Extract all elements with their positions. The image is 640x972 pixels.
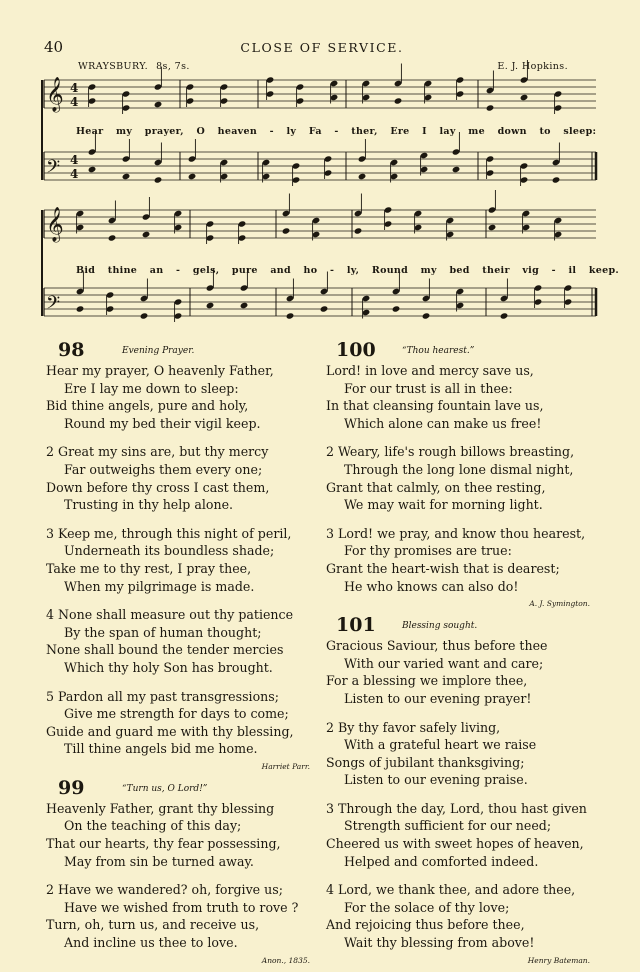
verse-line: Down before thy cross I cast them,: [46, 479, 270, 495]
verse-line: Grant that calmly, on thee resting,: [326, 479, 546, 495]
note-head: [422, 312, 431, 319]
hymn: [46, 340, 310, 772]
verse-line: Wait thy blessing from above!: [344, 935, 535, 951]
verse-line: By the span of human thought;: [64, 624, 262, 640]
verse-line: On the teaching of this day;: [64, 818, 242, 834]
verse-line: With our varied want and care;: [344, 655, 544, 671]
hymn-heading: [326, 340, 590, 362]
verse-line: With a grateful heart we raise: [344, 737, 537, 753]
note-head: [354, 227, 363, 234]
verse: [46, 443, 310, 513]
note-head: [140, 312, 149, 319]
hymn-author: Anon., 1835.: [261, 955, 310, 965]
verse-line: Underneath its boundless shade;: [64, 543, 275, 559]
composer: E. J. Hopkins.: [497, 61, 568, 72]
verse-line: Helped and comforted indeed.: [344, 853, 539, 869]
verse: [46, 362, 310, 432]
verse-line: None shall bound the tender mercies: [46, 642, 284, 658]
running-title: CLOSE OF SERVICE.: [240, 40, 404, 55]
clef: 𝄢: [46, 293, 61, 318]
verse-line: Turn, oh, turn us, and receive us,: [46, 917, 260, 933]
verse-line: Have we wished from truth to rove ?: [64, 899, 299, 915]
verse-line: That our hearts, thy fear possessing,: [46, 836, 281, 852]
hymn: [326, 340, 590, 609]
verse-line: 5 Pardon all my past transgressions;: [46, 688, 279, 704]
verse-line: 2 Have we wandered? oh, forgive us;: [46, 882, 283, 898]
verse-line: Till thine angels bid me home.: [64, 741, 258, 757]
verse-line: 3 Lord! we pray, and know thou hearest,: [326, 525, 586, 541]
music-lyrics-line: Bid thine an - gels, pure and ho - ly, Round my bed their vig - il keep.: [76, 265, 620, 276]
page-number: 40: [44, 38, 64, 56]
left-column: [46, 340, 310, 972]
verse-line: For a blessing we implore thee,: [326, 673, 528, 689]
hymn: [46, 778, 310, 966]
verse-line: Bid thine angels, pure and holy,: [46, 398, 249, 414]
hymn-number: 99: [58, 776, 85, 799]
time-signature: 4: [70, 95, 79, 109]
time-signature: 4: [70, 153, 79, 167]
hymn-author: Henry Bateman.: [527, 955, 590, 965]
music-lyrics-line: Hear my prayer, O heaven - ly Fa - ther, Ere I lay me down to sleep:: [76, 126, 597, 137]
verse-line: 2 Weary, life's rough billows breasting,: [326, 444, 575, 460]
hymn-heading: [326, 615, 590, 637]
time-signature: 4: [70, 81, 79, 95]
tune-meter: 8s, 7s.: [156, 61, 190, 72]
hymn-number: 101: [336, 614, 376, 637]
note-head: [486, 104, 495, 111]
verse-line: May from sin be turned away.: [64, 853, 254, 869]
verse-line: We may wait for morning light.: [344, 497, 543, 513]
note-head: [76, 305, 85, 312]
verse-line: 4 Lord, we thank thee, and adore thee,: [326, 882, 576, 898]
hymn-author: A. J. Symington.: [529, 599, 590, 609]
note-head: [394, 97, 403, 104]
staff-notation: [40, 58, 620, 338]
verse-line: And incline us thee to love.: [64, 935, 238, 951]
verse-line: When my pilgrimage is made.: [64, 578, 255, 594]
verse-line: Gracious Saviour, thus before thee: [326, 638, 548, 654]
verse-line: Hear my prayer, O heavenly Father,: [46, 363, 274, 378]
verse-line: 2 By thy favor safely living,: [326, 719, 501, 735]
verse-line: Round my bed their vigil keep.: [64, 415, 261, 431]
verse-line: Grant the heart-wish that is dearest;: [326, 560, 560, 576]
verse-line: Heavenly Father, grant thy blessing: [46, 800, 275, 816]
verse-line: 2 Great my sins are, but thy mercy: [46, 444, 269, 460]
verse: [46, 800, 310, 870]
verse-line: Which thy holy Son has brought.: [64, 659, 273, 675]
note-head: [358, 173, 367, 180]
tune-name: [78, 61, 190, 72]
hymn-heading: [46, 340, 310, 362]
verse-line: Through the long lone dismal night,: [344, 461, 574, 477]
note-head: [552, 176, 561, 183]
note-head: [500, 312, 509, 319]
hymn-title: “Turn us, O Lord!”: [122, 783, 208, 794]
note-head: [154, 176, 163, 183]
verse: [326, 719, 590, 789]
note-head: [88, 166, 97, 173]
verse-line: Strength sufficient for our need;: [344, 818, 552, 834]
hymn: [326, 615, 590, 966]
tune-name-text: WRAYSBURY.: [78, 61, 149, 72]
verse-line: Listen to our evening praise.: [344, 772, 528, 788]
hymn-heading: [46, 778, 310, 800]
verse-line: Guide and guard me with thy blessing,: [46, 723, 294, 739]
hymn-title: “Thou hearest.”: [402, 346, 475, 356]
verse-line: Cheered us with sweet hopes of heaven,: [326, 836, 584, 852]
verse-line: For the solace of thy love;: [344, 899, 510, 915]
note-head: [122, 173, 131, 180]
verse-line: In that cleansing fountain lave us,: [326, 398, 544, 414]
note-head: [320, 305, 329, 312]
verse-line: Take me to thy rest, I pray thee,: [46, 560, 252, 576]
verse-line: For thy promises are true:: [344, 543, 512, 559]
verse-line: Listen to our evening prayer!: [344, 690, 532, 706]
right-column: [326, 340, 590, 972]
note-head: [452, 166, 461, 173]
hymn-title: Blessing sought.: [402, 621, 478, 632]
hymn-author: Harriet Parr.: [261, 761, 310, 771]
clef: 𝄢: [46, 157, 61, 182]
hymn-title: Evening Prayer.: [122, 346, 195, 356]
note-head: [142, 231, 151, 238]
note-head: [488, 224, 497, 231]
time-signature: 4: [70, 167, 79, 181]
note-head: [206, 302, 215, 309]
verse-line: Lord! in love and mercy save us,: [326, 363, 534, 378]
verse: [326, 881, 590, 951]
verse: [326, 525, 590, 595]
note-head: [286, 312, 295, 319]
verse-line: Give me strength for days to come;: [64, 706, 289, 722]
verse: [326, 637, 590, 707]
verse: [326, 362, 590, 432]
hymn-number: 100: [336, 339, 376, 361]
verse-line: Songs of jubilant thanksgiving;: [326, 754, 525, 770]
verse-line: 3 Through the day, Lord, thou hast given: [326, 800, 587, 816]
clef: 𝄞: [46, 207, 64, 242]
clef: 𝄞: [46, 77, 64, 112]
verse-line: And rejoicing thus before thee,: [326, 917, 525, 933]
verse-line: He who knows can also do!: [344, 578, 519, 594]
note-head: [240, 302, 249, 309]
verse-line: Trusting in thy help alone.: [64, 497, 234, 513]
note-head: [108, 234, 117, 241]
music-score: [40, 58, 620, 338]
note-head: [282, 227, 291, 234]
verse-line: 3 Keep me, through this night of peril,: [46, 525, 292, 541]
page-header: [44, 38, 600, 56]
verse-line: Which alone can make us free!: [344, 415, 542, 431]
note-head: [392, 305, 401, 312]
note-head: [154, 101, 163, 108]
verse: [326, 443, 590, 513]
verse-line: Ere I lay me down to sleep:: [64, 380, 239, 396]
verse: [46, 688, 310, 758]
verse: [46, 606, 310, 676]
verse-line: 4 None shall measure out thy patience: [46, 607, 294, 623]
verse-line: For our trust is all in thee:: [344, 380, 513, 396]
verse-line: Far outweighs them every one;: [64, 461, 263, 477]
verse: [46, 525, 310, 595]
verse: [46, 881, 310, 951]
hymn-number: 98: [58, 339, 85, 361]
verse: [326, 800, 590, 870]
note-head: [520, 94, 529, 101]
note-head: [188, 173, 197, 180]
